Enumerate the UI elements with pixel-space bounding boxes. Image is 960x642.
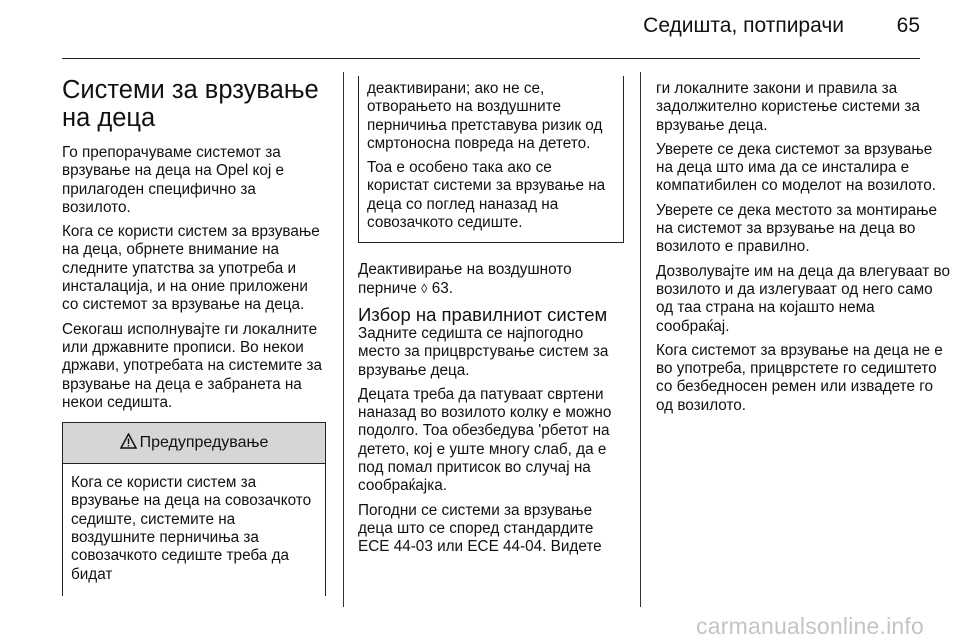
- warning-box: [62, 422, 326, 596]
- page-number: 65: [896, 14, 920, 37]
- column-2: [358, 76, 624, 563]
- section-heading: Системи за врзување на деца: [62, 76, 319, 132]
- header-rule: [62, 58, 920, 59]
- warning-triangle-icon: [120, 433, 137, 454]
- page-reference-icon: ◊: [421, 280, 428, 296]
- warning-body: [63, 464, 325, 596]
- col2-paragraph-1: Задните седишта се најпогодно место за прицврстување систем за врзување деца.: [358, 324, 609, 379]
- deactivation-text: Деактивирање на воздушното перниче: [358, 261, 572, 297]
- col1-paragraph-3: Секогаш исполнувајте ги локалните или државните прописи. Во некои држави, употребата на системите за врзување на деца е забранета на некои седишта.: [62, 320, 323, 411]
- page-header: [0, 0, 960, 62]
- col1-paragraph-1: Го препорачуваме системот за врзување на деца на Opel кој е прилагоден специфично за возилото.: [62, 144, 285, 216]
- warning-title: Предупредување: [139, 434, 269, 451]
- col3-paragraph-1: ги локалните закони и правила за задолжително користење системи за врзување деца.: [656, 80, 920, 134]
- column-3: [656, 80, 952, 421]
- warning-text: Кога се користи систем за врзување на деца на совозачкото седиште, системите на воздушните перничиња за совозачкото седиште треба да бидат: [71, 474, 312, 583]
- col3-paragraph-3: Уверете се дека местото за монтирање на системот за врзување на деца во возилото е правилно.: [656, 201, 938, 256]
- col3-paragraph-5: Кога системот за врзување на деца не е во употреба, прицврстете го седиштето со безбедносен ремен или извадете го од возилото.: [656, 341, 943, 414]
- warning-box-continued: [358, 76, 624, 243]
- page-title: Седишта, потпирачи: [643, 14, 844, 37]
- col3-paragraph-2: Уверете се дека системот за врзување на деца што има да се инсталира е компатибилен со моделот на возилото.: [656, 140, 936, 195]
- warning-header: [63, 423, 325, 464]
- deactivation-page-link[interactable]: 63.: [431, 279, 453, 297]
- col2-paragraph-3: Погодни се системи за врзување деца што се според стандардите ECE 44-03 или ECE 44-04. Видете: [358, 501, 602, 556]
- box-paragraph-2: Тоа е особено така ако се користат системи за врзување на деца со поглед наназад на совозачкото седиште.: [367, 159, 606, 232]
- col2-paragraph-2: Децата треба да патуваат свртени наназад во возилото колку е можно подолго. Тоа обезбедува 'рбетот на детето, кој е уште многу слаб, да е под помал притисок во случај на сообраќајка.: [358, 385, 612, 495]
- subheading: Избор на правилниот систем: [358, 303, 608, 325]
- column-1: [62, 76, 326, 596]
- box-paragraph-1: деактивирани; ако не се, отворањето на воздушните перничиња претставува ризик од смртоносна повреда на детето.: [367, 80, 603, 152]
- deactivation-reference: [358, 261, 624, 298]
- column-divider-2: [640, 72, 641, 607]
- watermark: carmanualsonline.info: [696, 613, 924, 639]
- col3-paragraph-4: Дозволувајте им на деца да влегуваат во возилото и да излегуваат од него само од таа страна на којашто нема сообраќај.: [656, 262, 950, 335]
- column-divider-1: [343, 72, 344, 607]
- col1-paragraph-2: Кога се користи систем за врзување на деца, обрнете внимание на следните упатства за употреба и инсталација, и на оние приложени со системот за врзување на деца.: [62, 223, 320, 314]
